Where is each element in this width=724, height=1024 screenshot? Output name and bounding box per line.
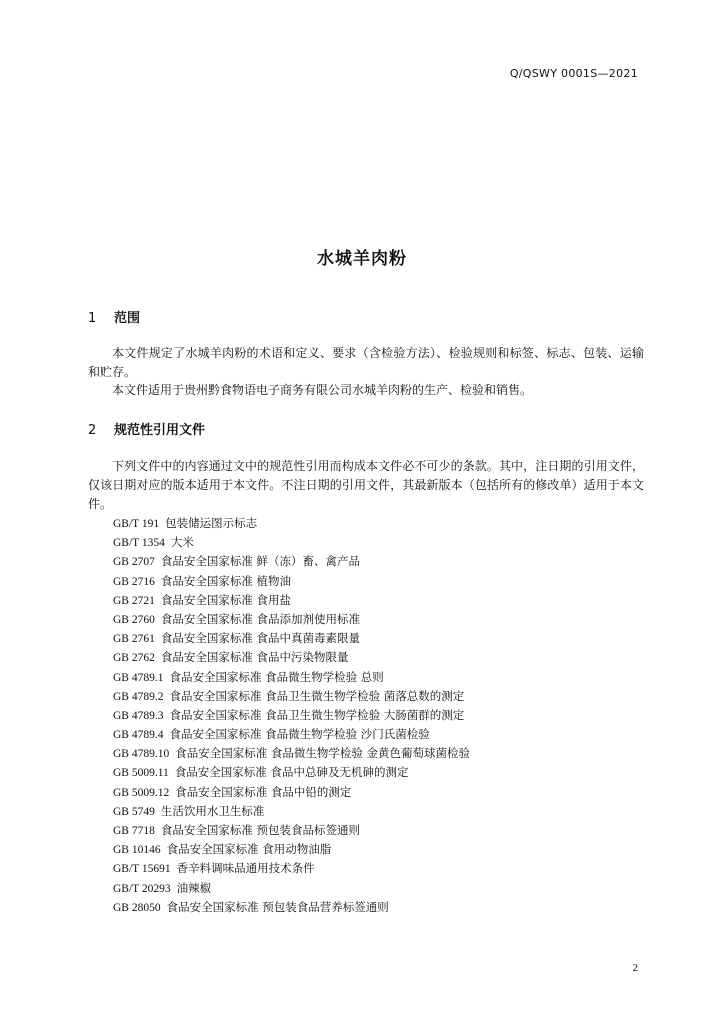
reference-title: 食品安全国家标准 食品添加剂使用标准: [160, 611, 361, 626]
standard-code: Q/QSWY 0001S—2021: [509, 67, 638, 80]
section-1-heading: [88, 307, 140, 326]
reference-code: GB 2716: [113, 575, 155, 588]
section-2-number: 2: [88, 423, 97, 438]
reference-item: [113, 840, 470, 859]
reference-title: 食品安全国家标准 预包装食品营养标签通则: [166, 899, 389, 914]
reference-title: 食品安全国家标准 食品微生物学检验 金黄色葡萄球菌检验: [175, 746, 471, 761]
reference-item: [113, 879, 470, 898]
reference-code: GB 10146: [113, 844, 161, 857]
section-2-title: 规范性引用文件: [114, 423, 206, 438]
reference-title: 香辛料调味品通用技术条件: [176, 861, 315, 876]
reference-code: GB 5749: [113, 805, 155, 818]
reference-code: GB 4789.1: [113, 671, 164, 684]
reference-item: [113, 821, 470, 840]
section-1-title: 范围: [114, 311, 141, 326]
section-2-heading: [88, 419, 205, 438]
reference-item: [113, 744, 470, 763]
reference-item: [113, 648, 470, 667]
document-title: 水城羊肉粉: [317, 249, 407, 269]
reference-item: [113, 859, 470, 878]
reference-code: GB 2760: [113, 613, 155, 626]
reference-code: GB 2707: [113, 556, 155, 569]
reference-title: 食品安全国家标准 食品卫生微生物学检验 大肠菌群的测定: [169, 707, 465, 722]
reference-title: 生活饮用水卫生标准: [160, 803, 265, 818]
reference-title: 包装储运图示标志: [165, 516, 258, 530]
reference-code: GB 2721: [113, 594, 155, 607]
reference-item: [113, 725, 470, 744]
section-1-paragraph-2: 本文件适用于贵州黔食物语电子商务有限公司水城羊肉粉的生产、检验和销售。: [112, 383, 533, 397]
reference-code: GB 4789.4: [113, 729, 164, 742]
reference-title: 食品安全国家标准 预包装食品标签通则: [160, 823, 361, 837]
reference-title: 食品安全国家标准 食品卫生微生物学检验 菌落总数的测定: [169, 688, 465, 703]
reference-item: [113, 591, 470, 610]
reference-item: [113, 668, 470, 687]
reference-code: GB 4789.10: [113, 748, 170, 761]
reference-item: [113, 763, 470, 782]
reference-item: [113, 687, 470, 706]
reference-title: 食品安全国家标准 食品中总砷及无机砷的测定: [174, 765, 409, 780]
reference-item: [113, 802, 470, 821]
page-number: 2: [632, 962, 638, 974]
reference-code: GB/T 191: [113, 518, 160, 530]
reference-item: [113, 706, 470, 725]
reference-title: 食品安全国家标准 食品中铅的测定: [175, 784, 352, 799]
reference-title: 食品安全国家标准 食用动物油脂: [166, 842, 332, 857]
reference-code: GB/T 1354: [113, 537, 165, 550]
reference-item: [113, 552, 470, 571]
reference-code: GB 2762: [113, 652, 155, 665]
reference-title: 食品安全国家标准 鲜（冻）畜、禽产品: [160, 554, 361, 569]
reference-title: 食品安全国家标准 植物油: [160, 573, 292, 588]
reference-item: [113, 572, 470, 591]
reference-code: GB 4789.2: [113, 690, 164, 703]
reference-item: [113, 629, 470, 648]
reference-item: [113, 610, 470, 629]
section-1-number: 1: [88, 311, 97, 326]
reference-title: 食品安全国家标准 食品中真菌毒素限量: [160, 631, 361, 646]
reference-item: [113, 533, 470, 552]
reference-title: 油辣椒: [176, 880, 212, 895]
reference-code: GB/T 20293: [113, 882, 171, 895]
reference-title: 食品安全国家标准 食用盐: [160, 592, 292, 607]
reference-code: GB/T 15691: [113, 863, 171, 876]
reference-list: [113, 514, 470, 917]
reference-item: [113, 898, 470, 917]
reference-title: 食品安全国家标准 食品中污染物限量: [160, 650, 349, 665]
reference-title: 大米: [170, 535, 194, 550]
reference-title: 食品安全国家标准 食品微生物学检验 沙门氏菌检验: [169, 727, 430, 742]
reference-title: 食品安全国家标准 食品微生物学检验 总则: [169, 669, 384, 684]
reference-code: GB 5009.12: [113, 786, 170, 799]
reference-code: GB 7718: [113, 825, 155, 837]
reference-code: GB 5009.11: [113, 767, 169, 780]
reference-item: [113, 783, 470, 802]
reference-code: GB 2761: [113, 633, 155, 646]
reference-code: GB 4789.3: [113, 709, 164, 722]
reference-item: [113, 514, 470, 533]
reference-code: GB 28050: [113, 901, 161, 914]
section-2-intro: 下列文件中的内容通过文中的规范性引用而构成本文件必不可少的条款。其中，注日期的引用文件，仅该日期对应的版本适用于本文件。不注日期的引用文件，其最新版本（包括所有的修改单）适用于本文件。: [88, 459, 644, 511]
section-1-paragraph-1: 本文件规定了水城羊肉粉的术语和定义、要求（含检验方法）、检验规则和标签、标志、包装、运输和贮存。: [88, 346, 644, 379]
